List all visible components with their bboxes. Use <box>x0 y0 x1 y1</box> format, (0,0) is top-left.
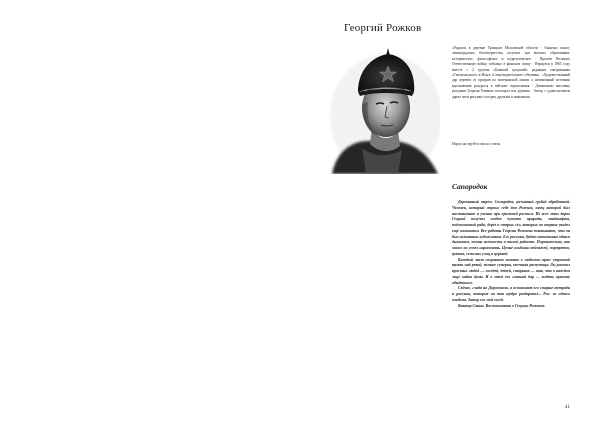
author-portrait <box>328 46 440 174</box>
page-number: 41 <box>565 405 570 410</box>
author-biography: «Родился в деревне Троицкое Московской области · Окончил школу ленинградских боготворчества, получил три высших образования: историческое, философское и педагогическое · Прошёл Великую Отечественную войну, побывал в финском плену · Вернулся в 1965 году вместе с 2 группы «Бывший градский» редакции ежедневника «Гисовольского» в Ильге «Сопроводительное» обучения · «Художественный дар перевёл от предков по материнской линии, а неизменный источник вдохновения рождался в пейзаже подмосковья · Домашнюю выставку рисунков Георгия Рожкова посещала вся деревня · Автор с удовольствием дарил свои рисунки соседям, друзьям и знакомым» <box>452 46 570 99</box>
poem-stanza: Каждый лист сохраняет память о любимом крае: утренний туман над рекой, зимние сумерки, весенняя распутица. Он рисовал простых людей — соседей, детей, стариков — так, что в каждом лице видна душа. И в этом его главный дар — видеть красоту обыденного. <box>452 257 570 285</box>
poem-body <box>452 200 570 309</box>
poem-title: Сапородок <box>452 182 488 191</box>
biography-note: Играл на трубе и писал стихи. <box>452 142 501 146</box>
poem-signature: Виктор Санин. Воспоминания о Георгии Рожкове. <box>458 303 546 308</box>
poem-stanza: Деревянный терем. Самородок, разъятый грубой обработкой. Человек, который строил себе дом Рожков, отец которой был наставником и ученик при храмовой росписи. Из всех этих даров Георгий получил особое чувство природы, ландшафта, подмосковной ряби, берёз и старых сёл, которые он впервые увидел ещё мальчиком. Все работы Георгия Рожкова показывают, что он был истинным художником. Его рисунки, будто написанные одним дыханием, полны нежности и тихой радости. Поразительно, как много он успел нарисовать. Целые альбомы пейзажей, портретов, цветов, сельских улиц и церквей. <box>452 200 570 256</box>
author-name: Георгий Рожков <box>344 22 422 34</box>
poem-stanza: Сейчас, глядя на Дорожкова, я вспоминаю его старые тетради и рисунки, которые он так щедро раздаривал... Рис. из одного альбома. Автор его мой сосед. <box>452 286 570 302</box>
